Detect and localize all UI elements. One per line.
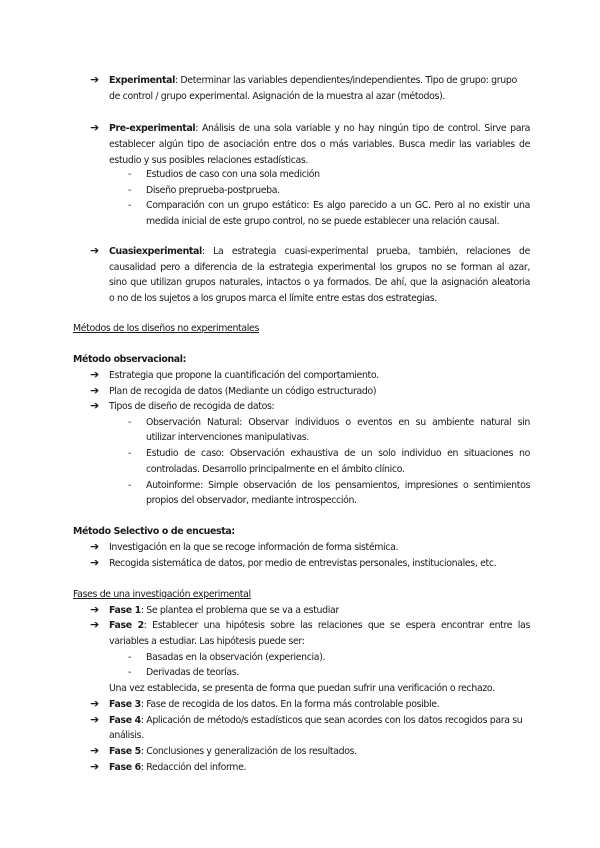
arrow-bullet-icon: ➔ xyxy=(90,760,100,773)
arrow-bullet-icon: ➔ xyxy=(90,244,100,257)
dash-bullet: - xyxy=(128,200,132,211)
arrow-bullet-icon: ➔ xyxy=(90,368,100,381)
list-item: Autoinforme: Simple observación de los pensamientos, impresiones o sentimientos xyxy=(146,480,530,491)
experimental-paragraph-line: de control / grupo experimental. Asignación de la muestra al azar (métodos). xyxy=(109,91,446,102)
phase-item-continuation: análisis. xyxy=(109,730,144,741)
cuasi-paragraph-line: o no de los sujetos a los grupos marca el límite entre estas dos estrategias. xyxy=(109,293,437,304)
arrow-bullet-icon: ➔ xyxy=(90,540,100,553)
selectivo-title: Método Selectivo o de encuesta: xyxy=(73,526,235,537)
arrow-bullet-icon: ➔ xyxy=(90,744,100,757)
phase-item: Fase 4: Aplicación de método/s estadísticos que sean acordes con los datos recogidos para su xyxy=(109,715,523,726)
arrow-bullet-icon: ➔ xyxy=(90,73,100,86)
list-item: Derivadas de teorías. xyxy=(146,667,239,678)
arrow-bullet-icon: ➔ xyxy=(90,556,100,569)
phase-item: Fase 1: Se plantea el problema que se va a estudiar xyxy=(109,605,339,616)
list-item-continuation: medida inicial de este grupo control, no se puede establecer una relación causal. xyxy=(146,216,500,227)
cuasi-title: Cuasiexperimental xyxy=(109,246,202,257)
dash-bullet: - xyxy=(128,667,132,678)
dash-bullet: - xyxy=(128,169,132,180)
list-item-continuation: controladas. Desarrollo principalmente en el ámbito clínico. xyxy=(146,464,405,475)
section-heading: Fases de una investigación experimental xyxy=(73,589,251,600)
arrow-bullet-icon: ➔ xyxy=(90,713,100,726)
list-item: Estrategia que propone la cuantificación del comportamiento. xyxy=(109,370,379,381)
experimental-paragraph-line: Experimental: Determinar las variables dependientes/independientes. Tipo de grupo: grupo xyxy=(109,75,517,86)
list-item: Plan de recogida de datos (Mediante un código estructurado) xyxy=(109,386,377,397)
list-item: Investigación en la que se recoge información de forma sistémica. xyxy=(109,542,399,553)
phase-item: Fase 5: Conclusiones y generalización de los resultados. xyxy=(109,746,357,757)
arrow-bullet-icon: ➔ xyxy=(90,399,100,412)
dash-bullet: - xyxy=(128,652,132,663)
arrow-bullet-icon: ➔ xyxy=(90,121,100,134)
list-item: Estudios de caso con una sola medición xyxy=(146,169,320,180)
list-item-continuation: utilizar intervenciones manipulativas. xyxy=(146,432,309,443)
arrow-bullet-icon: ➔ xyxy=(90,384,100,397)
list-item: Observación Natural: Observar individuos o eventos en su ambiente natural sin xyxy=(146,417,530,428)
cuasi-paragraph-line: sino que utilizan grupos naturales, intactos o ya formados. De ahí, que la asignación aleatoria xyxy=(109,277,530,288)
experimental-title: Experimental xyxy=(109,75,175,86)
dash-bullet: - xyxy=(128,448,132,459)
list-item: Comparación con un grupo estático: Es algo parecido a un GC. Pero al no existir una xyxy=(146,200,530,211)
list-item-continuation: propios del observador, mediante introspección. xyxy=(146,495,357,506)
pre-experimental-paragraph-line: Pre-experimental: Análisis de una sola variable y no hay ningún tipo de control. Sirve para xyxy=(109,123,530,134)
phase-item-continuation: variables a estudiar. Las hipótesis puede ser: xyxy=(109,636,305,647)
phase-item: Fase 3: Fase de recogida de los datos. En la forma más controlable posible. xyxy=(109,699,440,710)
phase-note: Una vez establecida, se presenta de forma que puedan sufrir una verificación o rechazo. xyxy=(109,683,495,694)
cuasi-paragraph-line: causalidad pero a diferencia de la estrategia experimental los grupos no se forman al azar, xyxy=(109,262,530,273)
section-heading: Métodos de los diseños no experimentales xyxy=(73,323,259,334)
list-item: Recogida sistemática de datos, por medio de entrevistas personales, institucionales, etc. xyxy=(109,558,497,569)
arrow-bullet-icon: ➔ xyxy=(90,697,100,710)
arrow-bullet-icon: ➔ xyxy=(90,603,100,616)
dash-bullet: - xyxy=(128,185,132,196)
list-item: Tipos de diseño de recogida de datos: xyxy=(109,401,275,412)
pre-experimental-title: Pre-experimental xyxy=(109,123,196,134)
dash-bullet: - xyxy=(128,480,132,491)
pre-experimental-paragraph-line: establecer algún tipo de asociación entre dos o más variables. Busca medir las variables de xyxy=(109,139,530,150)
phase-item: Fase 6: Redacción del informe. xyxy=(109,762,247,773)
list-item: Basadas en la observación (experiencia). xyxy=(146,652,326,663)
dash-bullet: - xyxy=(128,417,132,428)
list-item: Estudio de caso: Observación exhaustiva de un solo individuo en situaciones no xyxy=(146,448,530,459)
list-item: Diseño preprueba-postprueba. xyxy=(146,185,280,196)
arrow-bullet-icon: ➔ xyxy=(90,618,100,631)
pre-experimental-paragraph-line: estudio y sus posibles relaciones estadísticas. xyxy=(109,155,309,166)
observacional-title: Método observacional: xyxy=(73,354,187,365)
phase-item: Fase 2: Establecer una hipótesis sobre las relaciones que se espera encontrar entre las xyxy=(109,620,530,631)
cuasi-paragraph-line: Cuasiexperimental: La estrategia cuasi-experimental prueba, también, relaciones de xyxy=(109,246,530,257)
